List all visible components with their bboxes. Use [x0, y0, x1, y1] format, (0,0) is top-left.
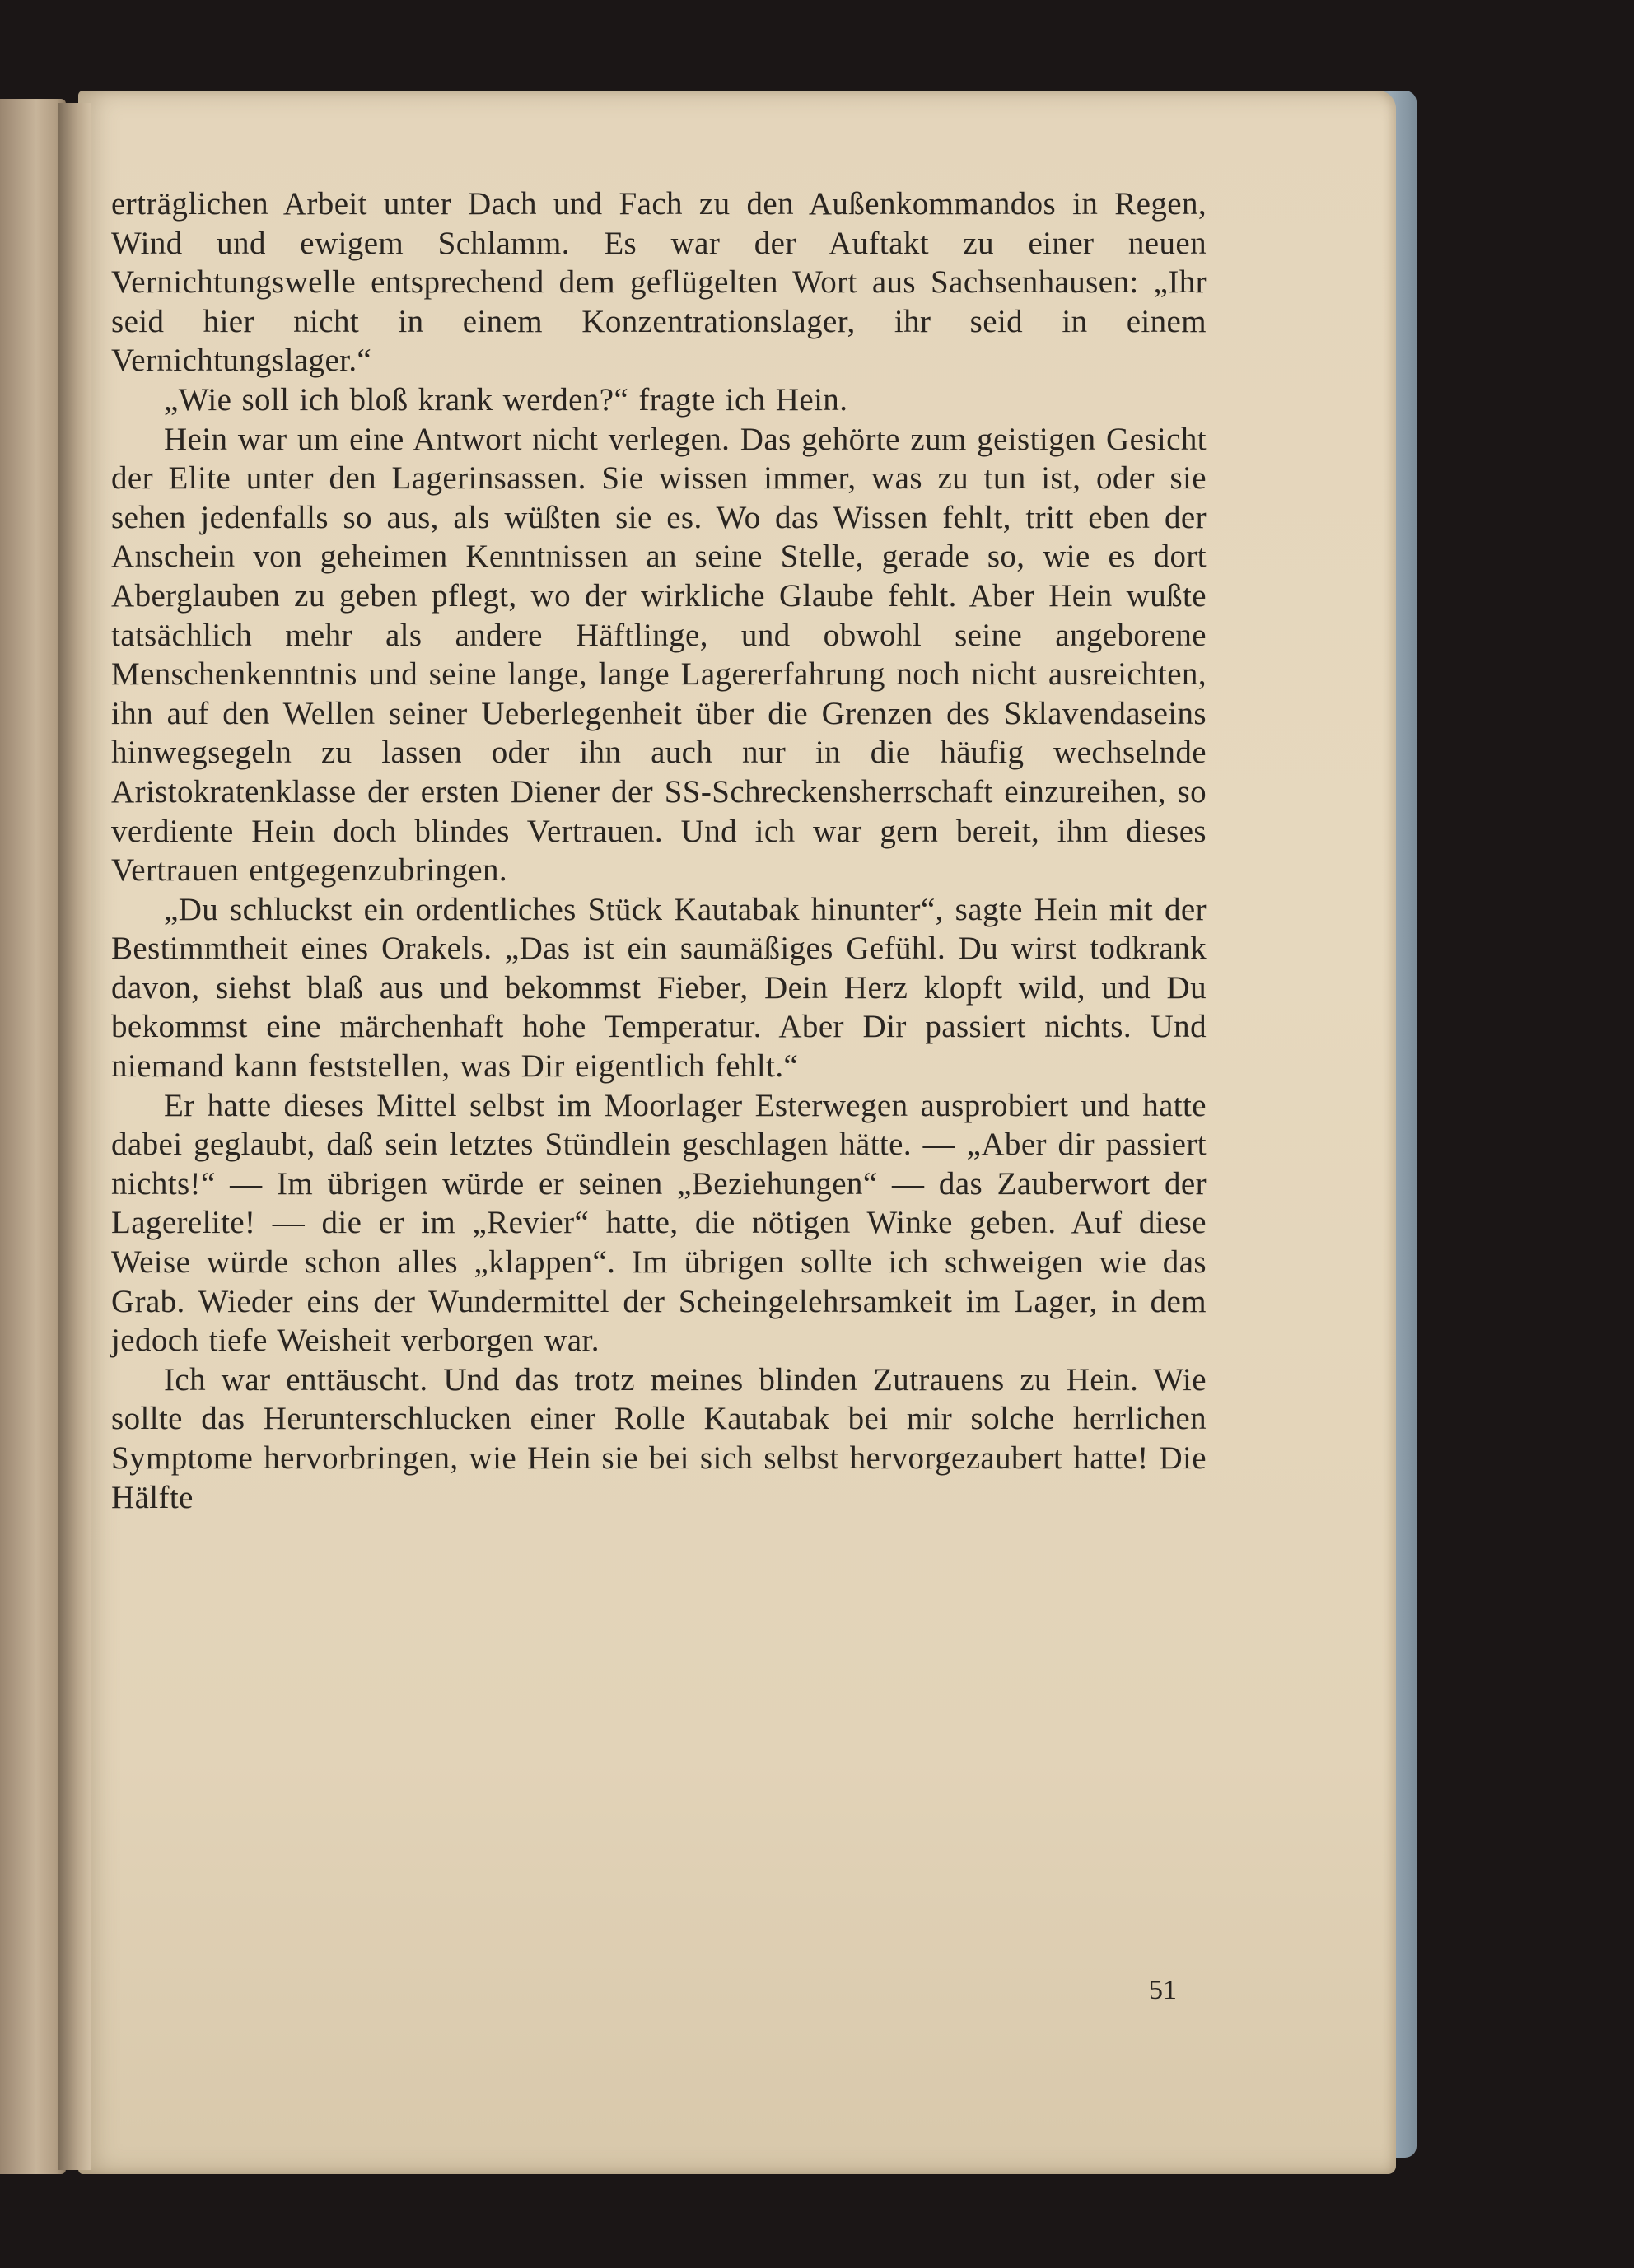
left-page-edge: [0, 99, 66, 2174]
paragraph: Er hatte dieses Mittel selbst im Moorlager Esterwegen ausprobiert und hatte dabei geglaubt, daß sein letztes Stündlein geschlagen hätte. — „Aber dir passiert nichts!“ — Im übrigen würde er seinen „Beziehungen“ — das Zauberwort der Lagerelite! — die er im „Revier“ hatte, die nötigen Winke geben. Auf diese Weise würde schon alles „klappen“. Im übrigen sollte ich schweigen wie das Grab. Wieder eins der Wundermittel der Scheingelehrsamkeit im Lager, in dem jedoch tiefe Weisheit verborgen war.: [111, 1087, 1207, 1359]
paragraph: erträglichen Arbeit unter Dach und Fach zu den Außenkommandos in Regen, Wind und ewigem Schlamm. Es war der Auftakt zu einer neuen Vernichtungswelle entsprechend dem geflügelten Wort aus Sachsenhausen: „Ihr seid hier nicht in einem Konzentrationslager, ihr seid in einem Vernichtungslager.“: [111, 186, 1207, 379]
paragraph: „Du schluckst ein ordentliches Stück Kautabak hinunter“, sagte Hein mit der Bestimmtheit eines Orakels. „Das ist ein saumäßiges Gefühl. Du wirst todkrank davon, siehst blaß aus und bekommst Fieber, Dein Herz klopft wild, und Du bekommst eine märchenhaft hohe Temperatur. Aber Dir passiert nichts. Und niemand kann feststellen, was Dir eigentlich fehlt.“: [111, 891, 1207, 1085]
page-text: [111, 184, 1207, 1517]
page-number: 51: [1149, 1975, 1177, 2005]
paragraph: Hein war um eine Antwort nicht verlegen. Das gehörte zum geistigen Gesicht der Elite unter den Lagerinsassen. Sie wissen immer, was zu tun ist, oder sie sehen jedenfalls so aus, als wüßten sie es. Wo das Wissen fehlt, tritt eben der Anschein von geheimen Kenntnissen an seine Stelle, gerade so, wie es dort Aberglauben zu geben pflegt, wo der wirkliche Glaube fehlt. Aber Hein wußte tatsächlich mehr als andere Häftlinge, und obwohl seine angeborene Menschenkenntnis und seine lange, lange Lagererfahrung noch nicht ausreichten, ihn auf den Wellen seiner Ueberlegenheit über die Grenzen des Sklavendaseins hinwegsegeln zu lassen oder ihn auch nur in die häufig wechselnde Aristokratenklasse der ersten Diener der SS-Schreckensherrschaft einzureihen, so verdiente Hein doch blindes Vertrauen. Und ich war gern bereit, ihm dieses Vertrauen entgegenzubringen.: [111, 421, 1207, 889]
paragraph: Ich war enttäuscht. Und das trotz meines blinden Zutrauens zu Hein. Wie sollte das Herunterschlucken einer Rolle Kautabak bei mir solche herrlichen Symptome hervorbringen, wie Hein sie bei sich selbst hervorgezaubert hatte! Die Hälfte: [111, 1361, 1207, 1515]
page-gutter: [58, 103, 91, 2170]
paragraph: „Wie soll ich bloß krank werden?“ fragte ich Hein.: [164, 381, 848, 418]
